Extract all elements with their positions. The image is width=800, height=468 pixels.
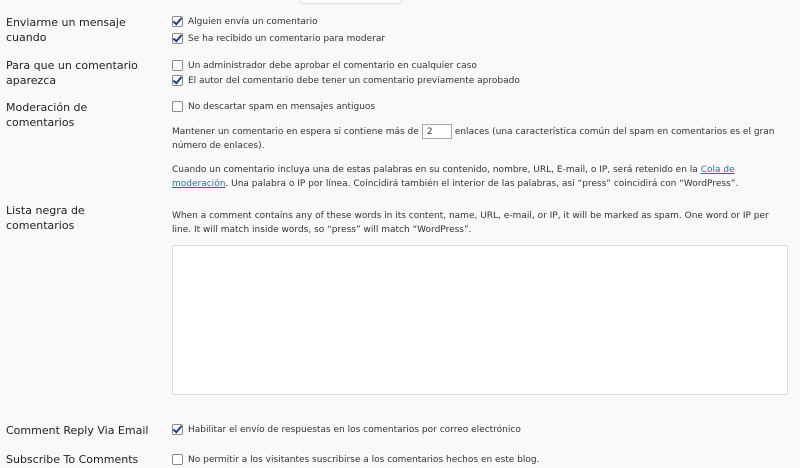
notify-comment-label: Alguien envía un comentario <box>188 16 318 27</box>
words-after-text: . Una palabra o IP por línea. Coincidirá también el interior de las palabras, así “press” coincidirá con “WordPress”. <box>225 178 739 189</box>
subscribe-option[interactable] <box>172 454 540 465</box>
subscribe-label: Subscribe To Comments <box>6 453 139 466</box>
notify-label: Enviarme un mensaje cuando <box>6 16 126 44</box>
blacklist-description: When a comment contains any of these words in its content, name, URL, e-mail, or IP, it will be marked as spam. One word or IP per line. It will match inside words, so “press” will match “WordPress”. <box>172 211 769 235</box>
top-partial-control <box>300 0 402 4</box>
appear-author-label: El autor del comentario debe tener un comentario previamente aprobado <box>188 75 520 86</box>
moderation-label: Moderación de comentarios <box>6 101 88 129</box>
subscribe-checkbox[interactable] <box>172 454 183 465</box>
appear-author-checkbox[interactable] <box>172 75 183 86</box>
appear-option-admin[interactable] <box>172 60 477 71</box>
hold-after-text: enlaces (una característica común del spam en comentarios es el gran número de enlaces). <box>172 127 775 151</box>
subscribe-option-label: No permitir a los visitantes suscribirse a los comentarios hechos en este blog. <box>188 454 540 465</box>
notify-moderate-label: Se ha recibido un comentario para moderar <box>188 33 386 44</box>
notify-option-comment[interactable] <box>172 16 318 27</box>
moderation-spam-checkbox[interactable] <box>172 101 183 112</box>
notify-option-moderate[interactable] <box>172 33 385 44</box>
appear-admin-label: Un administrador debe aprobar el comentario en cualquier caso <box>188 60 477 71</box>
moderation-option-spam[interactable] <box>172 101 375 112</box>
reply-email-option-label: Habilitar el envío de respuestas en los comentarios por correo electrónico <box>188 424 521 435</box>
hold-before-text: Mantener un comentario en espera si contiene más de <box>172 127 419 137</box>
blacklist-textarea[interactable] <box>172 245 788 395</box>
reply-email-label: Comment Reply Via Email <box>6 424 149 437</box>
reply-email-option[interactable] <box>172 424 521 435</box>
moderation-queue-link[interactable]: Cola de moderación <box>172 165 735 189</box>
reply-email-checkbox[interactable] <box>172 424 183 435</box>
appear-option-author[interactable] <box>172 75 520 86</box>
blacklist-label: Lista negra de comentarios <box>6 204 85 232</box>
appear-admin-checkbox[interactable] <box>172 60 183 71</box>
moderation-hold-text <box>172 124 784 153</box>
moderation-words-text <box>172 164 784 191</box>
words-before-text: Cuando un comentario incluya una de estas palabras en su contenido, nombre, URL, E-mail, o IP, será retenido en la <box>172 165 698 175</box>
notify-comment-checkbox[interactable] <box>172 16 183 27</box>
notify-moderate-checkbox[interactable] <box>172 33 183 44</box>
moderation-spam-label: No descartar spam en mensajes antiguos <box>188 101 376 112</box>
appear-label: Para que un comentario aparezca <box>6 59 138 87</box>
links-count-input[interactable]: 2 <box>422 124 452 139</box>
